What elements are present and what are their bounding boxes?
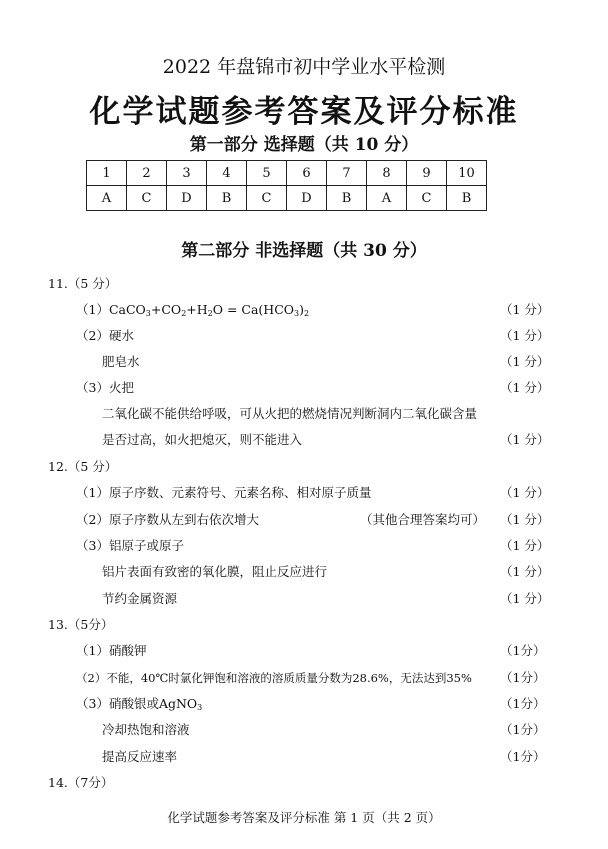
answer-cell: C	[127, 186, 167, 211]
question-number-cell: 9	[407, 161, 447, 186]
page-footer: 化学试题参考答案及评分标准 第 1 页（共 2 页）	[167, 810, 441, 825]
answer-cell: C	[407, 186, 447, 211]
score: （1 分）	[500, 380, 550, 395]
answer-cell: A	[87, 186, 127, 211]
question-number-cell: 1	[87, 161, 127, 186]
score: （1分）	[500, 696, 546, 711]
answer-cell: B	[447, 186, 487, 211]
score: （1 分）	[500, 432, 550, 447]
q13-label: 13.（5分）	[48, 617, 114, 632]
answer-cell: C	[247, 186, 287, 211]
part2-heading: 第二部分 非选择题（共 30 分）	[181, 241, 427, 261]
answer-cell: B	[207, 186, 247, 211]
answer-table-number-row	[87, 161, 487, 186]
question-number-cell: 8	[367, 161, 407, 186]
question-number-cell: 10	[447, 161, 487, 186]
q12-3-answer-b: 铝片表面有致密的氧化膜，阻止反应进行	[102, 564, 328, 579]
score: （1 分）	[500, 328, 550, 343]
answer-cell: D	[287, 186, 327, 211]
score: （1 分）	[500, 354, 550, 369]
score: （1分）	[500, 643, 546, 658]
q11-1-answer	[76, 300, 309, 320]
q11-2-answer-b: 肥皂水	[102, 354, 140, 369]
alternative-answer-note: （其他合理答案均可）	[360, 512, 486, 527]
q11-3-explanation: 二氧化碳不能供给呼吸，可从火把的燃烧情况判断洞内二氧化碳含量	[102, 406, 478, 421]
answer-cell: A	[367, 186, 407, 211]
q13-1-answer: （1）硝酸钾	[76, 643, 147, 658]
q11-2-answer: （2）硬水	[76, 328, 134, 343]
score: （1分）	[500, 722, 546, 737]
answer-cell: D	[167, 186, 207, 211]
q12-2-answer: （2）原子序数从左到右依次增大	[76, 512, 259, 527]
document-subtitle: 化学试题参考答案及评分标准	[89, 94, 519, 130]
question-number-cell: 4	[207, 161, 247, 186]
q12-3-answer: （3）铝原子或原子	[76, 538, 184, 553]
score: （1 分）	[500, 485, 550, 500]
answer-cell: B	[327, 186, 367, 211]
q12-label: 12.（5 分）	[48, 459, 118, 474]
question-number-cell: 7	[327, 161, 367, 186]
q13-3-answer-c: 提高反应速率	[102, 749, 178, 764]
question-number-cell: 5	[247, 161, 287, 186]
score: （1分）	[500, 749, 546, 764]
question-number-cell: 2	[127, 161, 167, 186]
score: （1 分）	[500, 302, 550, 317]
q13-2-answer: （2）不能，40℃时氯化钾饱和溶液的溶质质量分数为28.6%，无法达到35%	[76, 671, 472, 685]
q11-3-answer: （3）火把	[76, 380, 134, 395]
score: （1 分）	[500, 512, 550, 527]
q14-label: 14.（7分）	[48, 775, 114, 790]
q11-label: 11.（5 分）	[48, 276, 118, 291]
document-title: 2022 年盘锦市初中学业水平检测	[162, 56, 446, 78]
q12-3-answer-c: 节约金属资源	[102, 591, 178, 606]
q11-3-explanation-cont: 是否过高，如火把熄灭，则不能进入	[102, 432, 303, 447]
answer-table-answer-row	[87, 186, 487, 211]
q13-3-answer-b: 冷却热饱和溶液	[102, 722, 190, 737]
answer-table	[86, 160, 487, 211]
part1-heading: 第一部分 选择题（共 10 分）	[189, 135, 419, 155]
score: （1 分）	[500, 591, 550, 606]
q13-3-answer: （3）硝酸银或AgNO$_3$	[76, 696, 203, 712]
question-number-cell: 6	[287, 161, 327, 186]
score: （1 分）	[500, 564, 550, 579]
question-number-cell: 3	[167, 161, 207, 186]
score: （1 分）	[500, 538, 550, 553]
score: （1分）	[500, 670, 546, 685]
sub-number: （1）	[76, 302, 109, 317]
q12-1-answer: （1）原子序数、元素符号、元素名称、相对原子质量	[76, 485, 372, 500]
equation: $CaCO_3+CO_2+H_2O = Ca(HCO_3)_2$	[108, 302, 310, 318]
